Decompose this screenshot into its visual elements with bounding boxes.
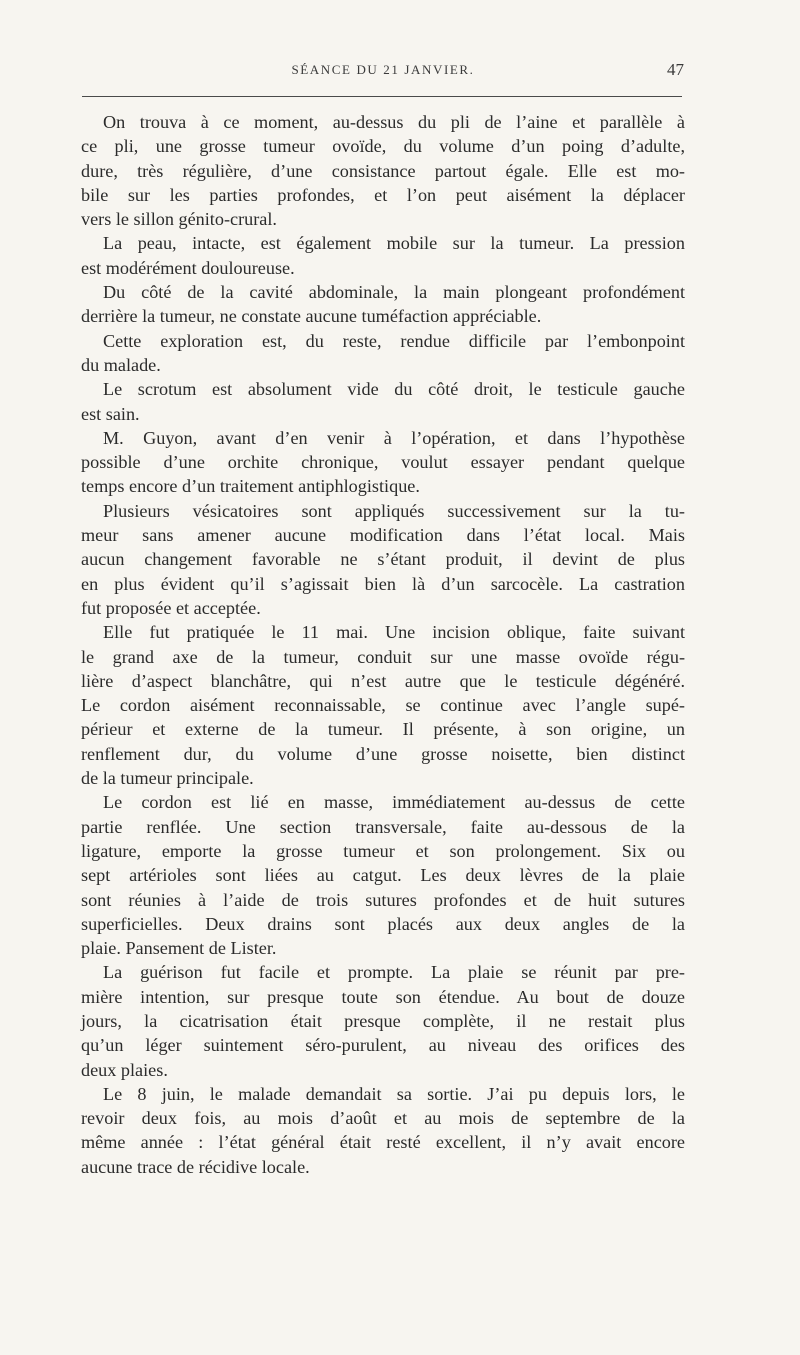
text-line: superficielles. Deux drains sont placés aux deux angles de la [81, 913, 685, 934]
text-line: plaie. Pansement de Lister. [81, 938, 277, 959]
paragraph [81, 790, 685, 960]
text-line: partie renflée. Une section transversale, faite au-dessous de la [81, 816, 685, 837]
text-line: en plus évident qu’il s’agissait bien là d’un sarcocèle. La castration [81, 573, 685, 594]
text-line: sept artérioles sont liées au catgut. Les deux lèvres de la plaie [81, 865, 685, 886]
paragraph [81, 329, 685, 378]
text-line: du malade. [81, 354, 161, 375]
text-line: Le cordon est lié en masse, immédiatement au-dessus de cette [103, 792, 685, 813]
paragraph [81, 960, 685, 1081]
text-line: derrière la tumeur, ne constate aucune tuméfaction appréciable. [81, 306, 542, 327]
text-line: même année : l’état général était resté excellent, il n’y avait encore [81, 1132, 685, 1153]
text-line: On trouva à ce moment, au-dessus du pli de l’aine et parallèle à [103, 112, 685, 132]
text-line: ce pli, une grosse tumeur ovoïde, du volume d’un poing d’adulte, [81, 136, 685, 157]
text-line: Du côté de la cavité abdominale, la main plongeant profondément [103, 282, 685, 303]
text-line: aucune trace de récidive locale. [81, 1156, 310, 1177]
text-line: La guérison fut facile et prompte. La plaie se réunit par pre- [103, 962, 685, 983]
running-title: SÉANCE DU 21 JANVIER. [291, 62, 475, 77]
paragraph [81, 499, 685, 620]
paragraph [81, 426, 685, 499]
text-line: ligature, emporte la grosse tumeur et son prolongement. Six ou [81, 840, 685, 861]
text-line: Elle fut pratiquée le 11 mai. Une incision oblique, faite suivant [103, 622, 685, 643]
paragraph [81, 231, 685, 280]
text-line: deux plaies. [81, 1059, 168, 1080]
header-rule [82, 96, 682, 97]
text-line: sont réunies à l’aide de trois sutures profondes et de huit sutures [81, 889, 685, 910]
text-line: La peau, intacte, est également mobile sur la tumeur. La pression [103, 233, 685, 254]
text-line: revoir deux fois, au mois d’août et au mois de septembre de la [81, 1108, 685, 1129]
text-line: M. Guyon, avant d’en venir à l’opération, et dans l’hypothèse [103, 427, 685, 448]
paragraph [81, 280, 685, 329]
text-line: Plusieurs vésicatoires sont appliqués successivement sur la tu- [103, 500, 685, 521]
text-line: aucun changement favorable ne s’étant produit, il devint de plus [81, 549, 685, 570]
text-line: mière intention, sur presque toute son étendue. Au bout de douze [81, 986, 685, 1007]
text-line: fut proposée et acceptée. [81, 597, 261, 618]
text-line: le grand axe de la tumeur, conduit sur une masse ovoïde régu- [81, 646, 685, 667]
text-line: possible d’une orchite chronique, voulut essayer pendant quelque [81, 452, 685, 473]
text-line: est sain. [81, 403, 140, 424]
text-line: bile sur les parties profondes, et l’on peut aisément la déplacer [81, 184, 685, 205]
text-line: Le 8 juin, le malade demandait sa sortie. J’ai pu depuis lors, le [103, 1083, 685, 1104]
paragraph [81, 620, 685, 790]
text-line: vers le sillon génito-crural. [81, 209, 277, 230]
text-line: jours, la cicatrisation était presque complète, il ne restait plus [81, 1010, 685, 1031]
paragraph [81, 377, 685, 426]
body-text [81, 110, 685, 1179]
text-line: temps encore d’un traitement antiphlogistique. [81, 476, 420, 497]
text-line: meur sans amener aucune modification dans l’état local. Mais [81, 525, 685, 546]
text-line: Le cordon aisément reconnaissable, se continue avec l’angle supé- [81, 695, 685, 716]
text-line: Cette exploration est, du reste, rendue difficile par l’embonpoint [103, 330, 685, 351]
page-number: 47 [667, 60, 684, 79]
page-header [82, 62, 684, 86]
text-line: périeur et externe de la tumeur. Il présente, à son origine, un [81, 719, 685, 740]
text-line: lière d’aspect blanchâtre, qui n’est autre que le testicule dégénéré. [81, 670, 685, 691]
text-line: qu’un léger suintement séro-purulent, au niveau des orifices des [81, 1035, 685, 1056]
text-line: de la tumeur principale. [81, 768, 254, 789]
text-line: dure, très régulière, d’une consistance partout égale. Elle est mo- [81, 160, 685, 181]
text-line: est modérément douloureuse. [81, 257, 295, 278]
text-line: renflement dur, du volume d’une grosse noisette, bien distinct [81, 743, 685, 764]
text-line: Le scrotum est absolument vide du côté droit, le testicule gauche [103, 379, 685, 400]
paragraph [81, 110, 685, 231]
paragraph [81, 1082, 685, 1179]
